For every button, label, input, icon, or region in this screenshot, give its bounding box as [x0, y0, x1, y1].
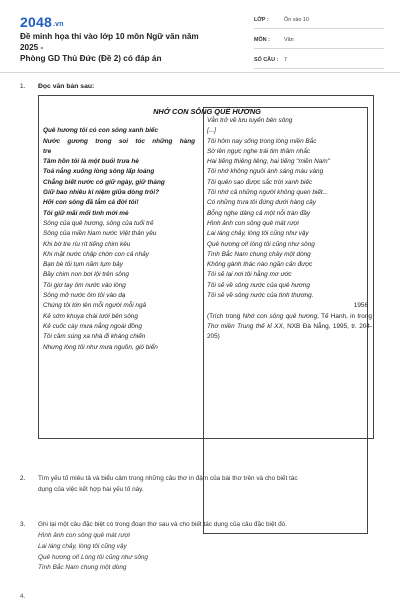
poem-line: Chúng tôi lớn lên mỗi người mỗi ngả: [43, 302, 147, 310]
poem-line: Tôi sẽ lại nơi tôi hằng mơ ước: [207, 271, 292, 279]
poem-line: Tôi hôm nay sống trong lòng miền Bắc: [207, 137, 317, 145]
excerpt-line: Lai láng chảy, lòng tôi cũng vậy: [38, 542, 127, 550]
question-line: dụng của việc kết hợp hai yếu tố này.: [38, 486, 144, 493]
poem-line: Tôi nhớ không nguôi ánh sáng màu vàng: [207, 168, 324, 176]
question-number: 1.: [20, 83, 26, 90]
poem-line: Có những trưa tôi đứng dưới hàng cây: [207, 199, 316, 207]
poem-line: Kẻ sớm khuya chài lưới bên sông: [43, 312, 138, 320]
meta-value: Ôn vào 10: [284, 17, 309, 23]
meta-row-count: [254, 54, 384, 69]
question-line: Tìm yếu tố miêu tả và biểu cảm trong những câu thơ in đậm của bài thơ trên và cho biết tác: [38, 475, 298, 482]
poem-line: Khi bờ tre ríu rít tiếng chim kêu: [43, 240, 131, 248]
poem-line: Tôi sẽ về sông nước của tình thương.: [207, 292, 314, 300]
poem-title: NHỚ CON SÔNG QUÊ HƯƠNG: [153, 107, 261, 116]
poem-line: Khi mặt nước chập chờn con cá nhảy: [43, 250, 149, 258]
logo-text: 2048: [20, 14, 52, 30]
poem-line: Quê hương ơi! lòng tôi cũng như sông: [207, 240, 315, 248]
question-1-text: Đọc văn bản sau:: [38, 83, 95, 90]
title-line: Phòng GD Thủ Đức (Đề 2) có đáp án: [20, 54, 162, 63]
page-header: [0, 0, 400, 66]
poem-left-column: [43, 116, 195, 353]
poem-line: Sông của miền Nam nước Việt thân yêu: [43, 230, 157, 238]
poem-line: Nhưng lòng tôi như mưa nguồn, gió biển: [43, 343, 158, 351]
title-line: Đề minh họa thi vào lớp 10 môn Ngữ văn năm 2025 -: [20, 32, 199, 52]
question-3-excerpt: [38, 531, 148, 574]
meta-row-subject: [254, 34, 384, 49]
poem-right-column: [207, 116, 372, 343]
poem-line: Lai láng chảy, lòng tôi cũng như vậy: [207, 230, 309, 238]
poem-line-bold: Giữ bao nhiêu kỉ niệm giữa dòng trôi?: [43, 189, 159, 197]
poem-line-bold: Tâm hồn tôi là một buổi trưa hè: [43, 158, 139, 166]
meta-row-class: [254, 14, 384, 29]
poem-line: Tôi cầm súng xa nhà đi kháng chiến: [43, 333, 146, 341]
poem-line: Tôi quên sao được sắc trời xanh biếc: [207, 178, 313, 186]
poem-line-bold: Hỡi con sông đã tắm cả đời tôi!: [43, 199, 139, 207]
poem-line: Tôi sẽ về sông nước của quê hương: [207, 281, 310, 289]
poem-line: Bỗng nghe dâng cả một nỗi tràn đầy: [207, 209, 311, 217]
meta-value: Văn: [284, 37, 294, 43]
poem-line: Bạn bè tôi tụm năm tụm bảy: [43, 261, 123, 269]
poem-line: Bầy chim non bơi lội trên sông: [43, 271, 129, 279]
poem-line-bold: tre: [43, 147, 52, 155]
poem-line: Tình Bắc Nam chung chảy một dòng: [207, 250, 311, 258]
poem-year: 1956: [353, 302, 368, 310]
question-2-text: [38, 473, 298, 495]
poem-line: Hai tiếng thiêng liêng, hai tiếng "miền Nam": [207, 158, 330, 166]
header-divider: [0, 72, 400, 73]
spacer: [43, 116, 195, 126]
meta-value: 7: [284, 57, 287, 63]
question-number: 4.: [20, 593, 26, 600]
citation-poem-title: Nhớ con sông quê hương: [242, 312, 318, 320]
meta-label: SỐ CÂU :: [254, 57, 279, 63]
excerpt-line: Hình ảnh con sông quê mát rượi: [38, 532, 130, 539]
poem-citation: [207, 312, 372, 343]
meta-label: MÔN :: [254, 37, 270, 43]
question-3-text: Ghi lại một câu đặc biệt có trong đoạn thơ sau và cho biết tác dụng của câu đặc biệt đó.: [38, 521, 287, 528]
meta-panel: [254, 14, 384, 74]
citation-part: , NXB Đà Nẵng, 1995, tr. 204-205): [207, 322, 372, 341]
citation-part: (Trích trong: [207, 312, 243, 320]
citation-part: , Tế Hanh, in trong: [317, 312, 372, 320]
poem-line: Tôi nhớ cả những người không quen biết...: [207, 189, 328, 197]
site-logo[interactable]: [20, 14, 64, 30]
poem-line: Kẻ cuốc cày mưa nắng ngoài đồng: [43, 322, 142, 330]
poem-line: Vẫn trở về lưu luyến bên sông: [207, 117, 293, 124]
meta-label: LỚP :: [254, 17, 269, 23]
poem-line: Hình ảnh con sông quê mát rượi: [207, 219, 299, 227]
poem-line: Không gành thác nào ngăn cản được: [207, 261, 313, 269]
poem-line: Sông mở nước ôm tôi vào dạ: [43, 292, 126, 300]
citation-book-title: Thơ miền Trung thế kỉ XX: [207, 322, 283, 330]
poem-line: Sông của quê hương, sông của tuổi trẻ: [43, 219, 154, 227]
poem-line: Sờ lên ngực nghe trái tim thầm nhắc: [207, 147, 311, 155]
poem-line-bold: Tôi giữ mãi mối tình mới mẻ: [43, 209, 129, 217]
logo-suffix: .vn: [52, 21, 64, 28]
poem-line: Tôi giơ tay ôm nước vào lòng: [43, 281, 126, 289]
excerpt-line: Tình Bắc Nam chung một dòng: [38, 564, 127, 572]
poem-line-bold: Quê hương tôi có con sông xanh biếc: [43, 127, 159, 135]
question-number: 3.: [20, 521, 26, 528]
question-number: 2.: [20, 475, 26, 482]
poem-box: [38, 95, 374, 439]
page-title: [20, 31, 216, 64]
poem-line-bold: Toả nắng xuống lòng sông lấp loáng: [43, 168, 155, 176]
poem-line-bold: Chẳng biết nước có giữ ngày, giữ tháng: [43, 178, 165, 186]
poem-line-bold: Nước gương trong soi tóc những hàng: [43, 137, 195, 145]
excerpt-line: Quê hương ơi! Lòng tôi cũng như sông: [38, 553, 148, 561]
poem-line: [...]: [207, 127, 216, 135]
